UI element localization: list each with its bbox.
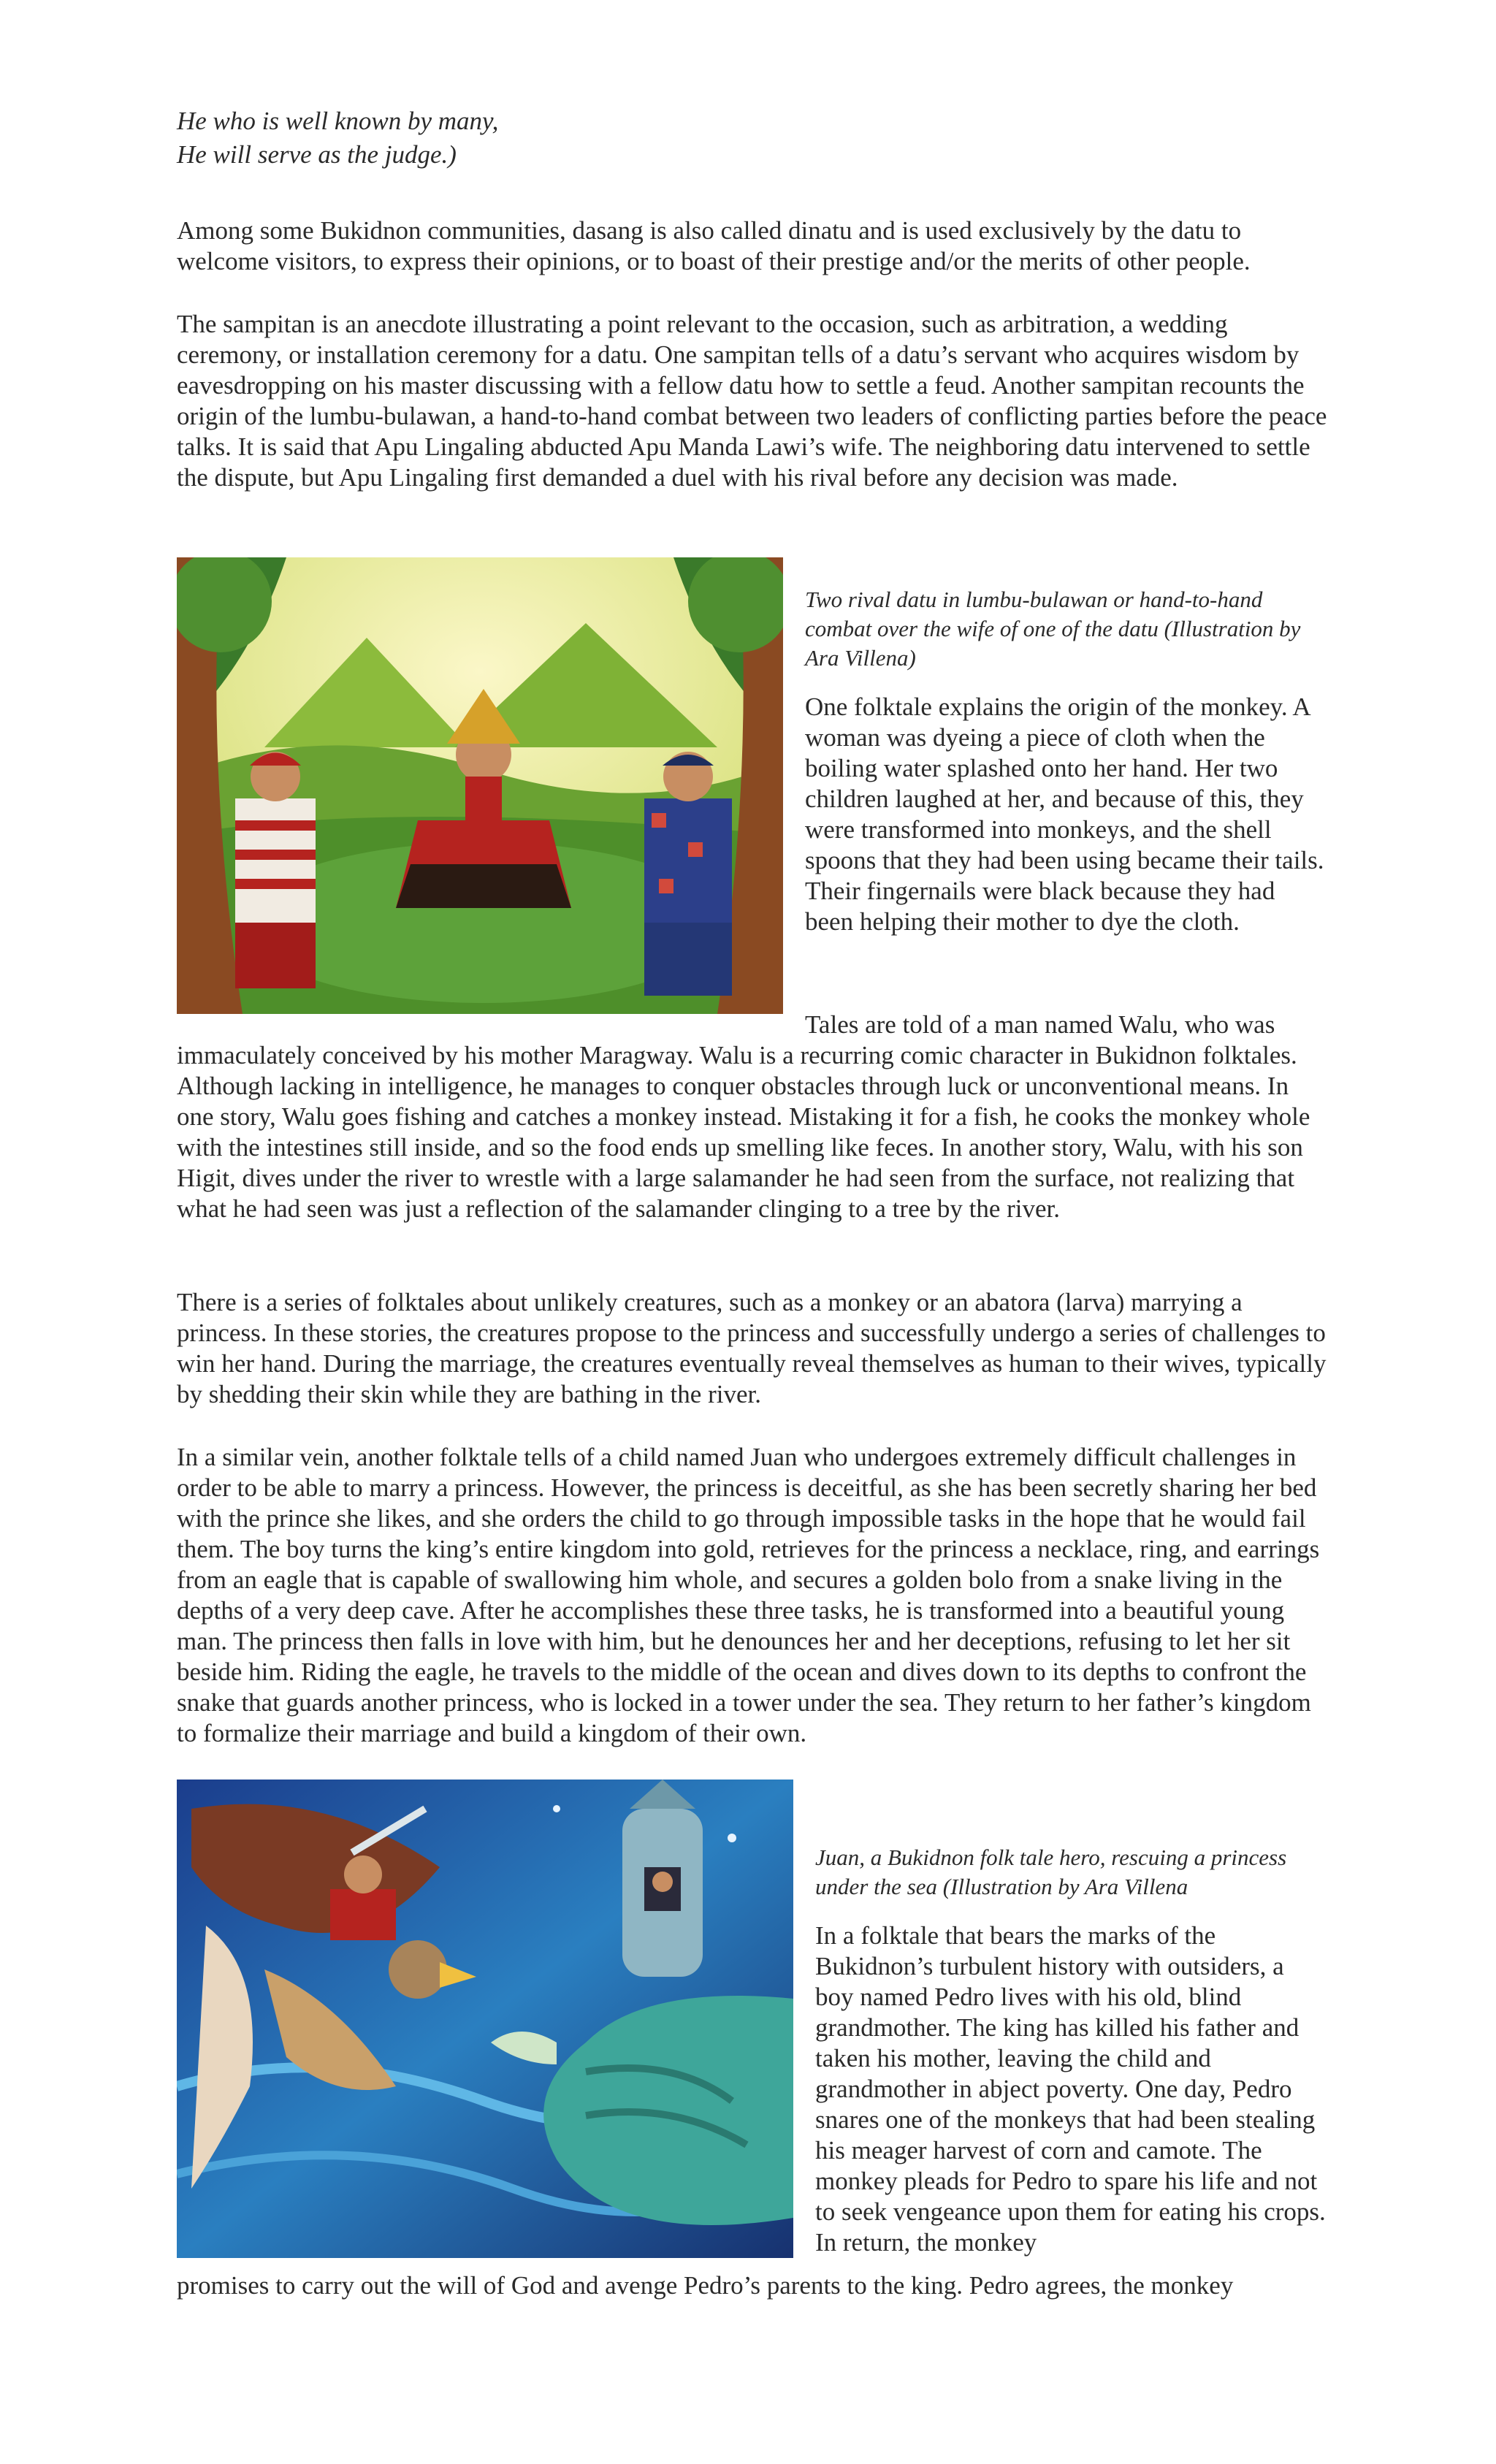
body-paragraph: In a similar vein, another folktale tells of a child named Juan who undergoes extremely difficult challenges in order to be able to marry a princess. However, the princess is deceitful, as she has been secretly sharing her bed with the prince she likes, and she orders the child to go through impossible tasks in the hope that he would fail them. The boy turns the king’s entire kingdom into gold, retrieves for the princess a necklace, ring, and earrings from an eagle that is capable of swallowing him whole, and secures a golden bolo from a snake living in the depths of a very deep cave. After he accomplishes these three tasks, he is transformed into a beautiful young man. The princess then falls in love with him, but he denounces her and her deceptions, refusing to let her sit beside him. Riding the eagle, he travels to the middle of the ocean and dives down to its depths to confront the snake that guards another princess, who is locked in a tower under the sea. They return to her father’s kingdom to formalize their marriage and build a kingdom of their own. — [177, 1443, 1320, 1747]
body-paragraph: One folktale explains the origin of the monkey. A woman was dyeing a piece of cloth when the boiling water splashed onto her hand. Her two children laughed at her, and because of this, they were transformed into monkeys, and the shell spoons that they had been using became their tails. Their fingernails were black because they had been helping their mother to dye the cloth. — [805, 693, 1324, 936]
body-paragraph-start: Tales are told of a man named Walu, who was — [805, 1010, 1275, 1039]
figure-side-column — [815, 1843, 1327, 2258]
body-paragraph: The sampitan is an anecdote illustrating a point relevant to the occasion, such as arbitration, a wedding ceremony, or installation ceremony for a datu. One sampitan tells of a datu’s servant who acquires wisdom by eavesdropping on his master discussing with a fellow datu how to settle a feud. Another sampitan recounts the origin of the lumbu-bulawan, a hand-to-hand combat between two leaders of conflicting parties before the peace talks. It is said that Apu Lingaling abducted Apu Manda Lawi’s wife. The neighboring datu intervened to settle the dispute, but Apu Lingaling first demanded a duel with his rival before any decision was made. — [177, 310, 1327, 492]
body-paragraph: In a folktale that bears the marks of the Bukidnon’s turbulent history with outsiders, a boy named Pedro lives with his old, blind grandmother. The king has killed his father and taken his mother, leaving the child and grandmother in abject poverty. One day, Pedro snares one of the monkeys that had been stealing his meager harvest of corn and camote. The monkey pleads for Pedro to spare his life and not to seek vengeance upon them for eating his crops. In return, the monkey — [815, 1921, 1326, 2257]
figure-caption: Two rival datu in lumbu-bulawan or hand-to-hand combat over the wife of one of the datu (Illustration by Ara Villena) — [805, 587, 1301, 671]
body-paragraph: immaculately conceived by his mother Maragway. Walu is a recurring comic character in Bukidnon folktales. Although lacking in intelligence, he manages to conquer obstacles through luck or unconventional means. In one story, Walu goes fishing and catches a monkey instead. Mistaking it for a fish, he cooks the monkey whole with the intestines still inside, and so the food ends up smelling like feces. In another story, Walu, with his son Higit, dives under the river to wrestle with a large salamander he had seen from the surface, not realizing that what he had seen was just a reflection of the salamander clinging to a tree by the river. — [177, 1041, 1310, 1223]
illustration-lumbu-bulawan — [177, 557, 783, 1014]
body-paragraph: Among some Bukidnon communities, dasang is also called dinatu and is used exclusively by the datu to welcome visitors, to express their opinions, or to boast of their prestige and/or the merits of other people. — [177, 216, 1251, 275]
verse-block — [177, 104, 1327, 172]
verse-line: He will serve as the judge.) — [177, 140, 457, 169]
illustration-juan-rescue — [177, 1780, 793, 2258]
body-paragraph: promises to carry out the will of God and avenge Pedro’s parents to the king. Pedro agrees, the monkey — [177, 2271, 1234, 2300]
figure-side-column — [805, 585, 1327, 937]
figure-caption: Juan, a Bukidnon folk tale hero, rescuing a princess under the sea (Illustration by Ara Villena — [815, 1845, 1287, 1899]
body-paragraph: There is a series of folktales about unlikely creatures, such as a monkey or an abatora (larva) marrying a princess. In these stories, the creatures propose to the princess and successfully undergo a series of challenges to win her hand. During the marriage, the creatures eventually reveal themselves as human to their wives, typically by shedding their skin while they are bathing in the river. — [177, 1288, 1327, 1408]
verse-line: He who is well known by many, — [177, 107, 499, 135]
